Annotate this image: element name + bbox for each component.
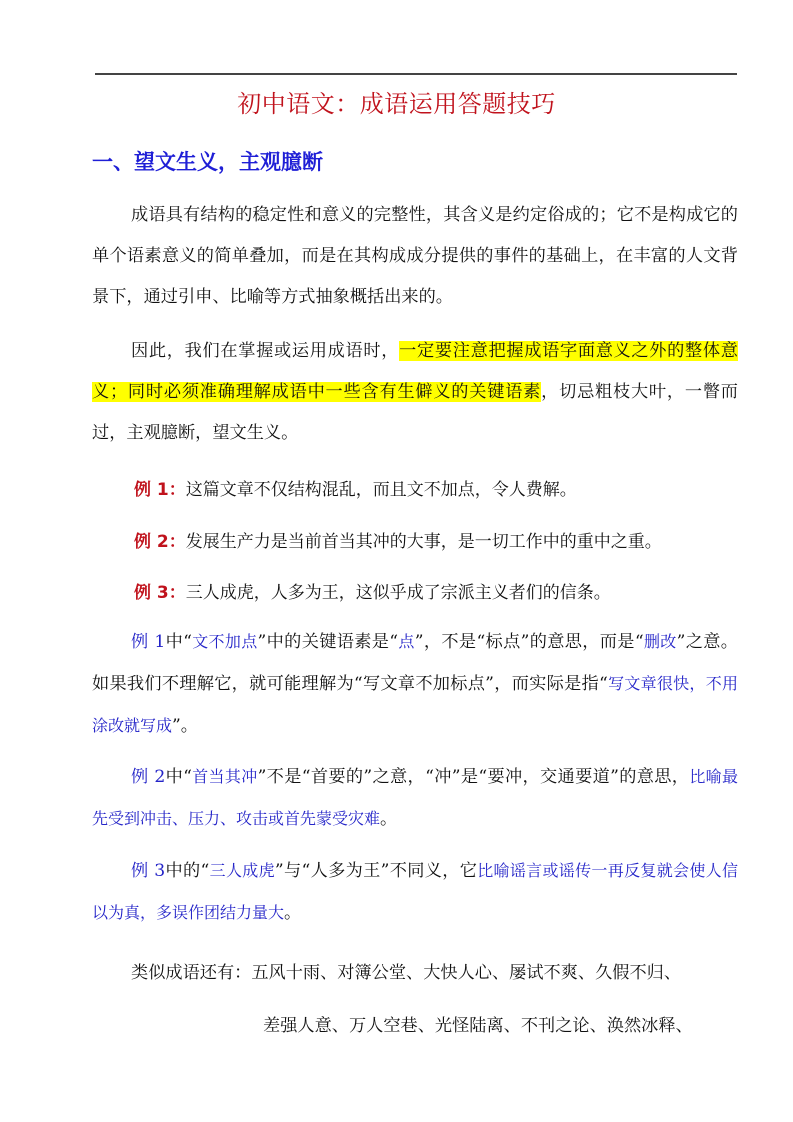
example-text: 三人成虎，人多为王，这似乎成了宗派主义者们的信条。 (185, 583, 611, 603)
text: 中的“ (165, 861, 210, 881)
text: ”与“人多为王”不同义，它 (274, 861, 478, 881)
keyword: 删改 (643, 632, 677, 651)
advice-tail: ，切忌粗枝大叶，一瞥而过，主观臆断，望文生义。 (92, 382, 738, 443)
text: ”之意。如果我们不理解它，就可能理解为“写文章不加标点”，而实际是指“ (92, 632, 738, 694)
text: 。 (284, 903, 302, 923)
text: ”，不是“标点”的意思，而是“ (414, 632, 644, 652)
text: 。 (380, 809, 398, 829)
paragraph-advice (92, 331, 738, 454)
example-2 (134, 527, 662, 552)
advice-lead: 因此，我们在掌握或运用成语时， (131, 341, 400, 361)
text: 中“ (165, 632, 192, 652)
highlighted-text: 一定要注意把握成语字面意义之外的整体意义；同时必须准确理解成语中一些含有生僻义的关键语素 (92, 341, 738, 402)
example-ref: 例 1 (131, 632, 166, 652)
example-text: 这篇文章不仅结构混乱，而且文不加点，令人费解。 (185, 480, 577, 500)
similar-list-1: 五风十雨、对簿公堂、大快人心、屡试不爽、久假不归、 (251, 963, 682, 983)
keyword: 文不加点 (191, 632, 258, 651)
paragraph-intro: 成语具有结构的稳定性和意义的完整性，其含义是约定俗成的；它不是构成它的单个语素意义的简单叠加，而是在其构成成分提供的事件的基础上，在丰富的人文背景下，通过引申、比喻等方式抽象概括出来的。 (92, 205, 738, 307)
example-label: 例 1： (134, 480, 186, 500)
keyword: 首当其冲 (191, 767, 258, 786)
keyword: 点 (398, 632, 415, 651)
example-label: 例 3： (134, 583, 186, 603)
similar-label: 类似成语还有： (131, 963, 252, 983)
keyword: 三人成虎 (209, 861, 275, 880)
example-label: 例 2： (134, 532, 186, 552)
keyword: 比喻谣言或谣传一再反复就会使人信以为真，多误作团结力量大 (92, 861, 738, 922)
text: ”。 (172, 716, 198, 736)
header-rule (95, 73, 737, 75)
example-ref: 例 3 (131, 861, 166, 881)
page-title: 初中语文：成语运用答题技巧 (237, 90, 556, 118)
keyword: 比喻最先受到冲击、压力、攻击或首先蒙受灾难 (92, 767, 738, 828)
similar-idioms-line-1 (131, 958, 681, 983)
section-heading: 一、望文生义，主观臆断 (92, 150, 323, 174)
similar-idioms-line-2: 差强人意、万人空巷、光怪陆离、不刊之论、涣然冰释、 (263, 1016, 693, 1036)
example-text: 发展生产力是当前首当其冲的大事，是一切工作中的重中之重。 (185, 532, 662, 552)
analysis-1 (92, 621, 738, 747)
text: ”中的关键语素是“ (257, 632, 399, 652)
analysis-3 (92, 850, 738, 934)
text: 中“ (165, 767, 192, 787)
analysis-2 (92, 756, 738, 840)
text: ”不是“首要的”之意，“冲”是“要冲，交通要道”的意思， (257, 767, 690, 787)
example-1 (134, 475, 577, 500)
example-ref: 例 2 (131, 767, 166, 787)
example-3 (134, 578, 611, 603)
keyword: 写文章很快，不用涂改就写成 (92, 674, 738, 735)
